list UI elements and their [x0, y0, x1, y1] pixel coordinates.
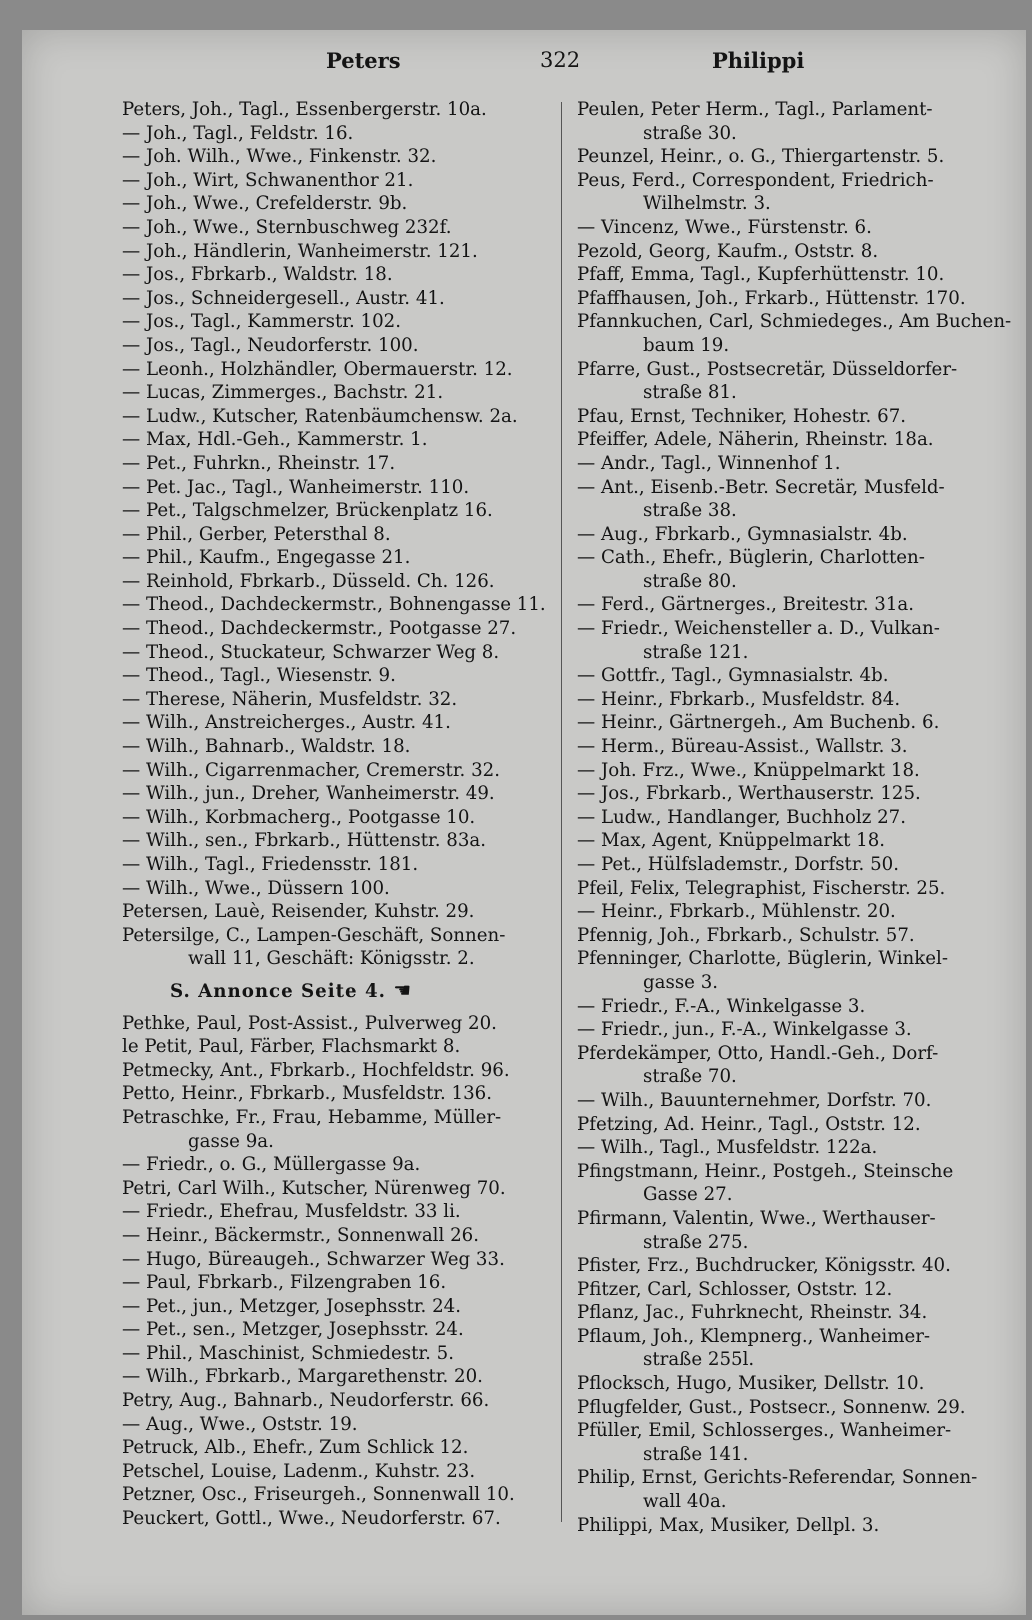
directory-entry: — Joh. Frz., Wwe., Knüppelmarkt 18.	[577, 759, 920, 781]
directory-entry: — Theod., Dachdeckermstr., Bohnengasse 11.	[122, 594, 546, 616]
directory-entry: Pfennig, Joh., Fbrkarb., Schulstr. 57.	[577, 924, 915, 946]
directory-entry: — Ludw., Handlanger, Buchholz 27.	[577, 806, 906, 828]
directory-page	[22, 30, 1026, 1615]
directory-entry: Pfüller, Emil, Schlosserges., Wanheimer-	[577, 1420, 952, 1442]
directory-entry: Petry, Aug., Bahnarb., Neudorferstr. 66.	[122, 1390, 490, 1412]
directory-entry: Pfetzing, Ad. Heinr., Tagl., Oststr. 12.	[577, 1113, 921, 1135]
page-number: 322	[540, 48, 581, 72]
directory-entry: Pflocksch, Hugo, Musiker, Dellstr. 10.	[577, 1373, 925, 1395]
directory-entry: Petmecky, Ant., Fbrkarb., Hochfeldstr. 96.	[122, 1059, 510, 1081]
directory-entry: Pflanz, Jac., Fuhrknecht, Rheinstr. 34.	[577, 1302, 928, 1324]
right-column	[577, 98, 1017, 1537]
annonce-text: S. Annonce Seite 4.	[170, 980, 386, 1002]
directory-entry-continuation: straße 38.	[643, 500, 737, 522]
directory-entry-continuation: straße 80.	[643, 570, 737, 592]
directory-entry: — Gottfr., Tagl., Gymnasialstr. 4b.	[577, 665, 889, 687]
directory-entry: — Heinr., Gärtnergeh., Am Buchenb. 6.	[577, 712, 940, 734]
directory-entry-continuation: straße 70.	[643, 1066, 737, 1088]
directory-entry: — Pet., Talgschmelzer, Brückenplatz 16.	[122, 500, 493, 522]
directory-entry: — Friedr., F.-A., Winkelgasse 3.	[577, 995, 866, 1017]
directory-entry: — Aug., Wwe., Oststr. 19.	[122, 1413, 358, 1435]
directory-entry-continuation: baum 19.	[643, 334, 730, 356]
directory-entry: Pfenninger, Charlotte, Büglerin, Winkel-	[577, 948, 948, 970]
directory-entry: — Pet., Hülfslademstr., Dorfstr. 50.	[577, 854, 900, 875]
directory-entry: — Heinr., Bäckermstr., Sonnenwall 26.	[122, 1224, 480, 1246]
directory-entry: — Friedr., jun., F.-A., Winkelgasse 3.	[577, 1019, 912, 1041]
directory-entry: — Theod., Stuckateur, Schwarzer Weg 8.	[122, 641, 500, 663]
directory-entry-continuation: gasse 3.	[643, 971, 719, 993]
directory-entry: — Joh., Wwe., Sternbuschweg 232f.	[122, 216, 452, 238]
directory-entry: Pfaff, Emma, Tagl., Kupferhüttenstr. 10.	[577, 264, 945, 286]
directory-entry: — Wilh., Fbrkarb., Margarethenstr. 20.	[122, 1366, 483, 1388]
directory-entry: — Theod., Dachdeckermstr., Pootgasse 27.	[122, 618, 517, 640]
directory-entry: Pfarre, Gust., Postsecretär, Düsseldorfer-	[577, 358, 958, 380]
header-right-name: Philippi	[712, 48, 805, 73]
directory-entry: — Joh., Wirt, Schwanenthor 21.	[122, 169, 414, 191]
directory-entry: — Wilh., Bahnarb., Waldstr. 18.	[122, 736, 411, 758]
directory-entry: — Hugo, Büreaugeh., Schwarzer Weg 33.	[122, 1248, 505, 1270]
directory-entry: — Jos., Tagl., Neudorferstr. 100.	[122, 334, 419, 356]
directory-entry: Philip, Ernst, Gerichts-Referendar, Sonnen-	[577, 1467, 978, 1489]
directory-entry: — Ferd., Gärtnerges., Breitestr. 31a.	[577, 594, 915, 616]
directory-entry: — Leonh., Holzhändler, Obermauerstr. 12.	[122, 358, 513, 380]
directory-entry: Pflaum, Joh., Klempnerg., Wanheimer-	[577, 1325, 931, 1347]
directory-entry: — Heinr., Fbrkarb., Musfeldstr. 84.	[577, 688, 901, 710]
directory-entry: Pezold, Georg, Kaufm., Oststr. 8.	[577, 240, 879, 262]
directory-entry: — Paul, Fbrkarb., Filzengraben 16.	[122, 1272, 447, 1294]
directory-entry: — Jos., Fbrkarb., Werthauserstr. 125.	[577, 783, 921, 805]
directory-entry: — Ludw., Kutscher, Ratenbäumchensw. 2a.	[122, 405, 518, 427]
directory-entry-continuation: Gasse 27.	[643, 1184, 733, 1206]
directory-entry: — Lucas, Zimmerges., Bachstr. 21.	[122, 382, 444, 404]
directory-entry: Pfingstmann, Heinr., Postgeh., Steinsche	[577, 1160, 954, 1182]
directory-entry: — Phil., Maschinist, Schmiedestr. 5.	[122, 1342, 454, 1364]
directory-entry: — Max, Agent, Knüppelmarkt 18.	[577, 830, 886, 852]
directory-entry: Peunzel, Heinr., o. G., Thiergartenstr. 5.	[577, 146, 945, 168]
directory-entry: — Cath., Ehefr., Büglerin, Charlotten-	[577, 547, 925, 569]
directory-entry: — Friedr., Weichensteller a. D., Vulkan-	[577, 618, 940, 640]
directory-entry: — Pet., sen., Metzger, Josephsstr. 24.	[122, 1319, 464, 1341]
directory-entry-continuation: straße 81.	[643, 382, 737, 404]
directory-entry: Pfitzer, Carl, Schlosser, Oststr. 12.	[577, 1278, 893, 1300]
directory-entry: Pfirmann, Valentin, Wwe., Werthauser-	[577, 1207, 936, 1229]
directory-entry: — Phil., Gerber, Petersthal 8.	[122, 523, 391, 545]
header-left-name: Peters	[326, 48, 401, 73]
directory-entry: — Wilh., Anstreicherges., Austr. 41.	[122, 712, 451, 734]
directory-entry: — Wilh., Tagl., Friedensstr. 181.	[122, 854, 419, 875]
directory-entry-continuation: wall 11, Geschäft: Königsstr. 2.	[188, 948, 475, 970]
directory-entry: — Pet., Fuhrkn., Rheinstr. 17.	[122, 452, 396, 474]
directory-entry: — Therese, Näherin, Musfeldstr. 32.	[122, 688, 458, 710]
directory-entry: Pethke, Paul, Post-Assist., Pulverweg 20.	[122, 1012, 497, 1034]
directory-entry: — Ant., Eisenb.-Betr. Secretär, Musfeld-	[577, 476, 945, 498]
directory-entry: Petraschke, Fr., Frau, Hebamme, Müller-	[122, 1106, 502, 1128]
directory-entry: Petto, Heinr., Fbrkarb., Musfeldstr. 136.	[122, 1083, 493, 1105]
directory-entry: — Jos., Schneidergesell., Austr. 41.	[122, 287, 445, 309]
directory-entry: — Jos., Fbrkarb., Waldstr. 18.	[122, 264, 393, 286]
directory-entry: — Wilh., jun., Dreher, Wanheimerstr. 49.	[122, 783, 495, 805]
directory-entry: — Pet. Jac., Tagl., Wanheimerstr. 110.	[122, 476, 470, 498]
directory-entry: — Herm., Büreau-Assist., Wallstr. 3.	[577, 736, 908, 758]
directory-entry: — Joh., Tagl., Feldstr. 16.	[122, 122, 354, 144]
directory-entry: Petersilge, C., Lampen-Geschäft, Sonnen-	[122, 924, 506, 946]
page-header	[22, 48, 1026, 88]
directory-entry-continuation: straße 255l.	[643, 1349, 755, 1371]
directory-entry: Pfister, Frz., Buchdrucker, Königsstr. 40.	[577, 1255, 951, 1277]
directory-entry: — Wilh., Tagl., Musfeldstr. 122a.	[577, 1137, 878, 1159]
directory-entry: — Joh., Wwe., Crefelderstr. 9b.	[122, 193, 408, 215]
directory-entry: Petschel, Louise, Ladenm., Kuhstr. 23.	[122, 1460, 476, 1482]
directory-entry: Petri, Carl Wilh., Kutscher, Nürenweg 70.	[122, 1177, 506, 1199]
directory-entry: — Wilh., Bauunternehmer, Dorfstr. 70.	[577, 1089, 932, 1111]
directory-entry: — Theod., Tagl., Wiesenstr. 9.	[122, 665, 396, 687]
directory-entry: le Petit, Paul, Färber, Flachsmarkt 8.	[122, 1036, 461, 1058]
directory-entry: — Reinhold, Fbrkarb., Düsseld. Ch. 126.	[122, 570, 495, 592]
directory-entry: — Heinr., Fbrkarb., Mühlenstr. 20.	[577, 901, 896, 923]
directory-entry: Pfaffhausen, Joh., Frkarb., Hüttenstr. 170.	[577, 287, 966, 309]
directory-entry-continuation: wall 40a.	[643, 1491, 727, 1513]
directory-entry: — Phil., Kaufm., Engegasse 21.	[122, 547, 411, 569]
directory-entry: — Wilh., Wwe., Düssern 100.	[122, 877, 390, 899]
directory-entry: — Friedr., Ehefrau, Musfeldstr. 33 li.	[122, 1201, 461, 1223]
directory-entry-continuation: straße 141.	[643, 1443, 749, 1465]
directory-entry: — Wilh., Cigarrenmacher, Cremerstr. 32.	[122, 759, 501, 781]
directory-entry: Peters, Joh., Tagl., Essenbergerstr. 10a.	[122, 99, 487, 120]
directory-entry: — Jos., Tagl., Kammerstr. 102.	[122, 311, 402, 333]
directory-entry: Peulen, Peter Herm., Tagl., Parlament-	[577, 99, 933, 120]
directory-entry: — Wilh., sen., Fbrkarb., Hüttenstr. 83a.	[122, 830, 487, 852]
directory-entry-continuation: gasse 9a.	[188, 1130, 274, 1152]
directory-entry: — Friedr., o. G., Müllergasse 9a.	[122, 1154, 421, 1176]
column-divider	[561, 102, 562, 1522]
directory-entry: — Vincenz, Wwe., Fürstenstr. 6.	[577, 216, 872, 238]
directory-entry-continuation: straße 275.	[643, 1231, 749, 1253]
directory-entry: — Aug., Fbrkarb., Gymnasialstr. 4b.	[577, 523, 908, 545]
directory-entry: Pfannkuchen, Carl, Schmiedeges., Am Buchen-	[577, 311, 1012, 333]
left-column	[122, 98, 552, 1531]
directory-entry: — Andr., Tagl., Winnenhof 1.	[577, 452, 841, 474]
directory-entry: Pfeil, Felix, Telegraphist, Fischerstr. 25.	[577, 877, 946, 899]
directory-entry: — Joh., Händlerin, Wanheimerstr. 121.	[122, 240, 478, 262]
directory-entry: Pflugfelder, Gust., Postsecr., Sonnenw. 29.	[577, 1396, 966, 1418]
directory-entry: — Wilh., Korbmacherg., Pootgasse 10.	[122, 806, 476, 828]
directory-entry: Pferdekämper, Otto, Handl.-Geh., Dorf-	[577, 1042, 939, 1064]
directory-entry-continuation: straße 30.	[643, 122, 737, 144]
directory-entry: Petzner, Osc., Friseurgeh., Sonnenwall 10.	[122, 1484, 515, 1506]
directory-entry: Peuckert, Gottl., Wwe., Neudorferstr. 67.	[122, 1508, 501, 1530]
directory-entry: Pfeiffer, Adele, Näherin, Rheinstr. 18a.	[577, 429, 934, 451]
directory-entry: Pfau, Ernst, Techniker, Hohestr. 67.	[577, 405, 907, 427]
directory-entry: — Joh. Wilh., Wwe., Finkenstr. 32.	[122, 146, 437, 168]
directory-entry: Petruck, Alb., Ehefr., Zum Schlick 12.	[122, 1437, 469, 1459]
pointing-hand-icon: ☚	[385, 977, 413, 1002]
directory-entry: Peus, Ferd., Correspondent, Friedrich-	[577, 169, 934, 191]
directory-entry-continuation: straße 121.	[643, 641, 749, 663]
annonce-note	[122, 979, 552, 1004]
directory-entry-continuation: Wilhelmstr. 3.	[643, 193, 771, 215]
directory-entry: Petersen, Lauè, Reisender, Kuhstr. 29.	[122, 901, 475, 923]
directory-entry: Philippi, Max, Musiker, Dellpl. 3.	[577, 1514, 880, 1536]
directory-entry: — Max, Hdl.-Geh., Kammerstr. 1.	[122, 429, 428, 451]
directory-entry: — Pet., jun., Metzger, Josephsstr. 24.	[122, 1295, 462, 1317]
